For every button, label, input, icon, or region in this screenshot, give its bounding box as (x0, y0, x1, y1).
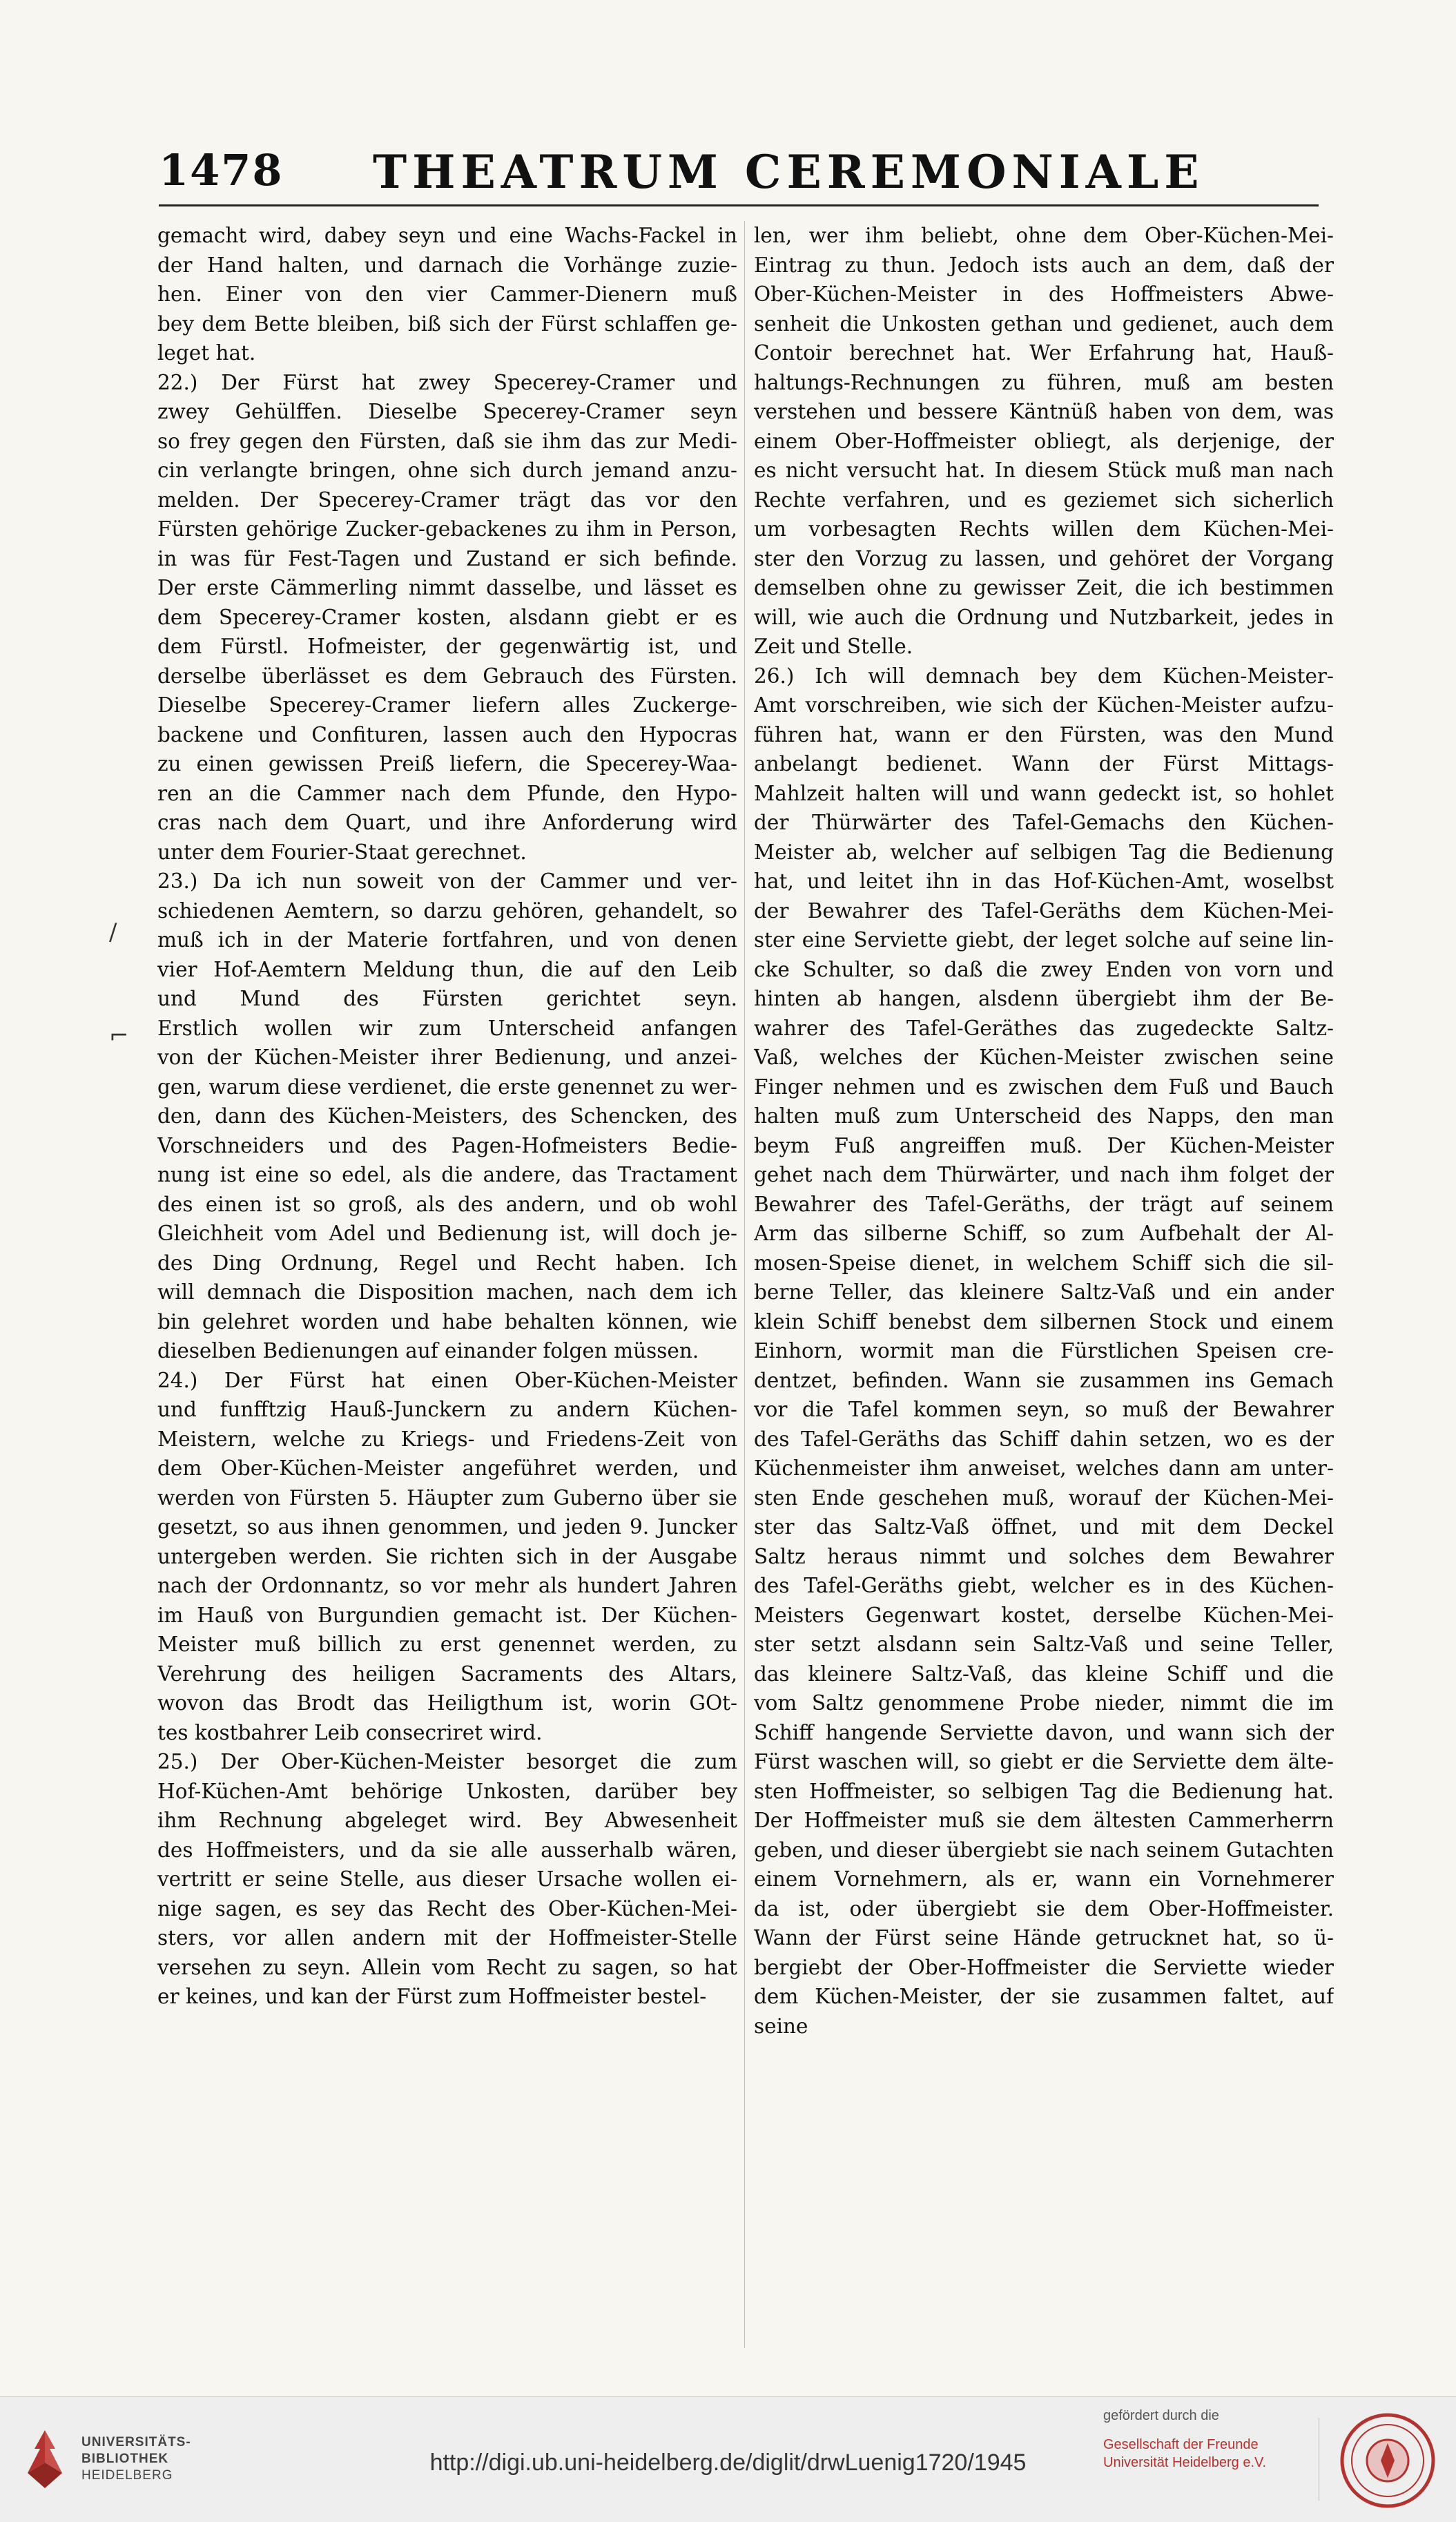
left-column-line: in was für Fest-Tagen und Zustand er sich befinde. (157, 546, 737, 570)
left-column-line: tes kostbahrer Leib consecriret wird. (157, 1720, 543, 1744)
right-column-line: berne Teller, das kleinere Saltz-Vaß und ein ander (754, 1280, 1334, 1304)
left-column-line: zwey Gehülffen. Dieselbe Specerey-Cramer seyn (157, 400, 737, 423)
right-column-line: der Thürwärter des Tafel-Gemachs den Küchen- (754, 811, 1334, 834)
right-column-line: mosen-Speise dienet, in welchem Schiff sich die sil- (754, 1251, 1334, 1275)
page-header (159, 145, 1319, 207)
right-column-line: um vorbesagten Rechts willen dem Küchen-Mei- (754, 517, 1334, 541)
right-column-line: sten Hoffmeister, so selbigen Tag die Bedienung hat. (754, 1779, 1334, 1803)
right-column-line: halten muß zum Unterscheid des Napps, den man (754, 1104, 1334, 1128)
left-column-line: 22.) Der Fürst hat zwey Specerey-Cramer und (157, 370, 737, 394)
right-column-line: des Tafel-Geräths giebt, welcher es in des Küchen- (754, 1574, 1334, 1597)
left-column-line: 25.) Der Ober-Küchen-Meister besorget die zum (157, 1750, 737, 1773)
right-column-line: Rechte verfahren, und es geziemet sich sicherlich (754, 488, 1334, 512)
left-column (157, 221, 737, 2348)
left-column-line: Meistern, welche zu Kriegs- und Friedens-Zeit von (157, 1427, 737, 1451)
right-column-line: verstehen und bessere Käntnüß haben von dem, was (754, 400, 1334, 423)
right-column-line: demselben ohne zu gewisser Zeit, die ich bestimmen (754, 576, 1334, 599)
university-seal-icon[interactable] (1339, 2412, 1436, 2509)
right-column-line: Vaß, welches der Küchen-Meister zwischen seine (754, 1046, 1334, 1069)
left-column-line: gemacht wird, dabey seyn und eine Wachs-Fackel in (157, 224, 737, 247)
right-column-line: ster das Saltz-Vaß öffnet, und mit dem Deckel (754, 1515, 1334, 1539)
right-column-line: einem Vornehmern, als er, wann ein Vornehmerer (754, 1867, 1334, 1891)
right-column-line: klein Schiff benebst dem silbernen Stock und einem (754, 1309, 1334, 1334)
right-column-line: dem Küchen-Meister, der sie zusammen faltet, auf (754, 1985, 1334, 2008)
left-column-line: so frey gegen den Fürsten, daß sie ihm das zur Medi- (157, 429, 737, 453)
left-column-line: dem Specerey-Cramer kosten, alsdann giebt er es (157, 605, 737, 629)
sponsor-label: gefördert durch die (1103, 2408, 1219, 2423)
right-column-line: Meisters Gegenwart kostet, derselbe Küchen-Mei- (754, 1603, 1334, 1627)
right-column-line: da ist, oder übergiebt sie dem Ober-Hoffmeister. (754, 1896, 1334, 1921)
margin-mark: / (109, 918, 117, 946)
left-column-line: nung ist eine so edel, als die andere, das Tractament (157, 1163, 737, 1186)
left-column-line: Dieselbe Specerey-Cramer liefern alles Zuckerge- (157, 693, 737, 717)
right-column-line: Bewahrer des Tafel-Geräths, der trägt auf seinem (754, 1192, 1334, 1216)
left-column-line: der Hand halten, und darnach die Vorhänge zuzie- (157, 253, 737, 277)
left-column-line: und Mund des Fürsten gerichtet seyn. (157, 987, 737, 1010)
header-rule (159, 204, 1319, 206)
right-column-line: Wann der Fürst seine Hände getrucknet hat, so ü- (754, 1926, 1334, 1950)
right-column-line: geben, und dieser übergiebt sie nach seinem Gutachten (754, 1838, 1334, 1862)
margin-mark: ⌐ (109, 1022, 129, 1050)
left-column-line: des Hoffmeisters, und da sie alle ausserhalb wären, (157, 1838, 737, 1862)
left-column-line: von der Küchen-Meister ihrer Bedienung, und anzei- (157, 1046, 737, 1069)
right-column-line: will, wie auch die Ordnung und Nutzbarkeit, jedes in (754, 605, 1334, 629)
right-column-line: Der Hoffmeister muß sie dem ältesten Cammerherrn (754, 1809, 1334, 1832)
right-column-line: der Bewahrer des Tafel-Geräths dem Küchen-Mei- (754, 898, 1334, 923)
left-column-line: im Hauß von Burgundien gemacht ist. Der Küchen- (157, 1603, 737, 1627)
left-column-line: versehen zu seyn. Allein vom Recht zu sagen, so hat (157, 1955, 737, 1979)
left-column-line: leget hat. (157, 341, 256, 365)
right-column-line: seine (754, 2014, 808, 2038)
right-column-line: senheit die Unkosten gethan und gedienet, auch dem (754, 311, 1334, 336)
viewer-footer (0, 2396, 1456, 2522)
left-column-line: Hof-Küchen-Amt behörige Unkosten, darüber bey (157, 1779, 737, 1803)
right-column-line: anbelangt bedienet. Wann der Fürst Mittags- (754, 752, 1334, 776)
page-number: 1478 (159, 145, 284, 195)
library-name-line3: HEIDELBERG (81, 2468, 173, 2483)
right-column-line: Meister ab, welcher auf selbigen Tag die Bedienung (754, 840, 1334, 864)
left-column-line: Der erste Cämmerling nimmt dasselbe, und lässet es (157, 576, 737, 599)
right-column-line: es nicht versucht hat. In diesem Stück muß man nach (754, 459, 1334, 482)
left-column-line: unter dem Fourier-Staat gerechnet. (157, 840, 527, 864)
right-column-line: Amt vorschreiben, wie sich der Küchen-Meister aufzu- (754, 693, 1334, 717)
left-column-line: Erstlich wollen wir zum Unterscheid anfangen (157, 1016, 737, 1040)
right-column-line: Contoir berechnet hat. Wer Erfahrung hat, Hauß- (754, 341, 1334, 365)
left-column-line: wovon das Brodt das Heiligthum ist, worin GOt- (157, 1691, 737, 1715)
right-column-line: führen hat, wann er den Fürsten, was den Mund (754, 722, 1334, 747)
left-column-line: des einen ist so groß, als des andern, und ob wohl (157, 1192, 737, 1216)
left-column-line: vier Hof-Aemtern Meldung thun, die auf den Leib (157, 957, 737, 981)
right-column-line: ster den Vorzug zu lassen, und gehöret der Vorgang (754, 546, 1334, 570)
right-column-line: Fürst waschen will, so giebt er die Serviette dem älte- (754, 1750, 1334, 1773)
right-column-line: Eintrag zu thun. Jedoch ists auch an dem, daß der (754, 253, 1334, 277)
left-column-line: Verehrung des heiligen Sacraments des Altars, (157, 1662, 737, 1686)
left-column-line: cin verlangte bringen, ohne sich durch jemand anzu- (157, 459, 737, 482)
left-column-line: ihm Rechnung abgeleget wird. Bey Abwesenheit (157, 1809, 737, 1832)
left-column-line: schiedenen Aemtern, so darzu gehören, gehandelt, so (157, 898, 737, 923)
left-column-line: er keines, und kan der Fürst zum Hoffmeister bestel- (157, 1985, 707, 2008)
left-column-line: gesetzt, so aus ihnen genommen, und jeden 9. Juncker (157, 1515, 737, 1539)
right-column-line: gehet nach dem Thürwärter, und nach ihm folget der (754, 1163, 1334, 1186)
running-head: THEATRUM CEREMONIALE (373, 145, 1205, 199)
left-column-line: sters, vor allen andern mit der Hoffmeister-Stelle (157, 1926, 737, 1950)
left-column-line: des Ding Ordnung, Regel und Recht haben. Ich (157, 1251, 737, 1275)
right-column-line: Küchenmeister ihm anweiset, welches dann am unter- (754, 1456, 1334, 1480)
right-column-line: Ober-Küchen-Meister in des Hoffmeisters Abwe- (754, 282, 1334, 306)
library-name-line1: UNIVERSITÄTS- (81, 2435, 191, 2449)
right-column-line: hinten ab hangen, alsdenn übergiebt ihm der Be- (754, 987, 1334, 1010)
left-column-line: dem Fürstl. Hofmeister, der gegenwärtig ist, und (157, 635, 737, 658)
right-column-line: wahrer des Tafel-Geräthes das zugedeckte Saltz- (754, 1016, 1334, 1040)
left-column-line: hen. Einer von den vier Cammer-Dienern muß (157, 282, 737, 306)
left-column-line: Meister muß billich zu erst genennet werden, zu (157, 1633, 737, 1656)
right-column-line: Saltz heraus nimmt und solches dem Bewahrer (754, 1544, 1334, 1568)
right-column-line: Finger nehmen und es zwischen dem Fuß und Bauch (754, 1075, 1334, 1099)
right-column-line: ster setzt alsdann sein Saltz-Vaß und seine Teller, (754, 1633, 1334, 1656)
right-column-line: Schiff hangende Serviette davon, und wann sich der (754, 1720, 1334, 1744)
right-column-line: sten Ende geschehen muß, worauf der Küchen-Mei- (754, 1485, 1334, 1510)
left-column-line: bey dem Bette bleiben, biß sich der Fürst schlaffen ge- (157, 311, 737, 336)
left-column-line: und funfftzig Hauß-Junckern zu andern Küchen- (157, 1398, 737, 1421)
left-column-line: cras nach dem Quart, und ihre Anforderung wird (157, 811, 737, 834)
left-column-line: will demnach die Disposition machen, nach dem ich (157, 1280, 737, 1304)
left-column-line: Gleichheit vom Adel und Bedienung ist, will doch je- (157, 1222, 737, 1245)
column-divider (744, 221, 745, 2348)
right-column-line: len, wer ihm beliebt, ohne dem Ober-Küchen-Mei- (754, 224, 1334, 247)
right-column-line: Arm das silberne Schiff, so zum Aufbehalt der Al- (754, 1222, 1334, 1245)
left-column-line: nige sagen, es sey das Recht des Ober-Küchen-Mei- (157, 1896, 737, 1921)
sponsor-name-line1: Gesellschaft der Freunde (1103, 2437, 1259, 2452)
left-column-line: ren an die Cammer nach dem Pfunde, den Hypo- (157, 781, 737, 805)
left-column-line: backene und Confituren, lassen auch den Hypocras (157, 722, 737, 747)
right-column-line: vom Saltz genommene Probe nieder, nimmt die im (754, 1691, 1334, 1715)
right-column-line: Einhorn, wormit man die Fürstlichen Speisen cre- (754, 1339, 1334, 1363)
right-column-line: das kleinere Saltz-Vaß, das kleine Schiff und die (754, 1662, 1334, 1686)
left-column-line: Fürsten gehörige Zucker-gebackenes zu ihm in Person, (157, 517, 737, 541)
right-column-line: hat, und leitet ihn in das Hof-Küchen-Amt, woselbst (754, 869, 1334, 893)
right-column-line: cke Schulter, so daß die zwey Enden von vorn und (754, 957, 1334, 981)
left-column-line: den, dann des Küchen-Meisters, des Schencken, des (157, 1104, 737, 1128)
library-name-line2: BIBLIOTHEK (81, 2452, 169, 2466)
right-column-line: des Tafel-Geräths das Schiff dahin setzen, wo es der (754, 1427, 1334, 1451)
left-column-line: vertritt er seine Stelle, aus dieser Ursache wollen ei- (157, 1867, 737, 1891)
left-column-line: dieselben Bedienungen auf einander folgen müssen. (157, 1339, 699, 1363)
right-column-line: Mahlzeit halten will und wann gedeckt ist, so hohlet (754, 781, 1334, 805)
left-column-line: 24.) Der Fürst hat einen Ober-Küchen-Meister (157, 1368, 737, 1392)
sponsor-name-line2: Universität Heidelberg e.V. (1103, 2455, 1267, 2470)
left-column-line: dem Ober-Küchen-Meister angeführet werden, und (157, 1456, 737, 1480)
left-column-line: 23.) Da ich nun soweit von der Cammer und ver- (157, 869, 737, 893)
right-column-line: einem Ober-Hoffmeister obliegt, als derjenige, der (754, 429, 1334, 453)
left-column-line: muß ich in der Materie fortfahren, und von denen (157, 928, 737, 952)
right-column-line: Zeit und Stelle. (754, 635, 913, 658)
left-column-line: derselbe überlässet es dem Gebrauch des Fürsten. (157, 664, 737, 688)
right-column-line: beym Fuß angreiffen muß. Der Küchen-Meister (754, 1133, 1334, 1157)
left-column-line: gen, warum diese verdienet, die erste genennet zu wer- (157, 1075, 737, 1099)
left-column-line: untergeben werden. Sie richten sich in der Ausgabe (157, 1544, 737, 1568)
right-column-line: 26.) Ich will demnach bey dem Küchen-Meister- (754, 664, 1334, 688)
permalink-url[interactable]: http://digi.ub.uni-heidelberg.de/diglit/drwLuenig1720/1945 (429, 2449, 1027, 2476)
right-column-line: haltungs-Rechnungen zu führen, muß am besten (754, 370, 1334, 394)
left-column-line: bin gelehret worden und habe behalten können, wie (157, 1309, 737, 1334)
sponsor-name[interactable] (1103, 2436, 1266, 2472)
left-column-line: nach der Ordonnantz, so vor mehr als hundert Jahren (157, 1574, 737, 1597)
right-column-line: bergiebt der Ober-Hoffmeister die Serviette wieder (754, 1955, 1334, 1979)
left-column-line: Vorschneiders und des Pagen-Hofmeisters Bedie- (157, 1133, 737, 1157)
right-column-line: dentzet, befinden. Wann sie zusammen ins Gemach (754, 1368, 1334, 1392)
left-column-line: werden von Fürsten 5. Häupter zum Guberno über sie (157, 1485, 737, 1510)
left-column-line: zu einen gewissen Preiß liefern, die Specerey-Waa- (157, 752, 737, 776)
right-column (754, 221, 1334, 2348)
right-column-line: vor die Tafel kommen seyn, so muß der Bewahrer (754, 1398, 1334, 1421)
right-column-line: ster eine Serviette giebt, der leget solche auf seine lin- (754, 928, 1334, 952)
left-column-line: melden. Der Specerey-Cramer trägt das vor den (157, 488, 737, 512)
